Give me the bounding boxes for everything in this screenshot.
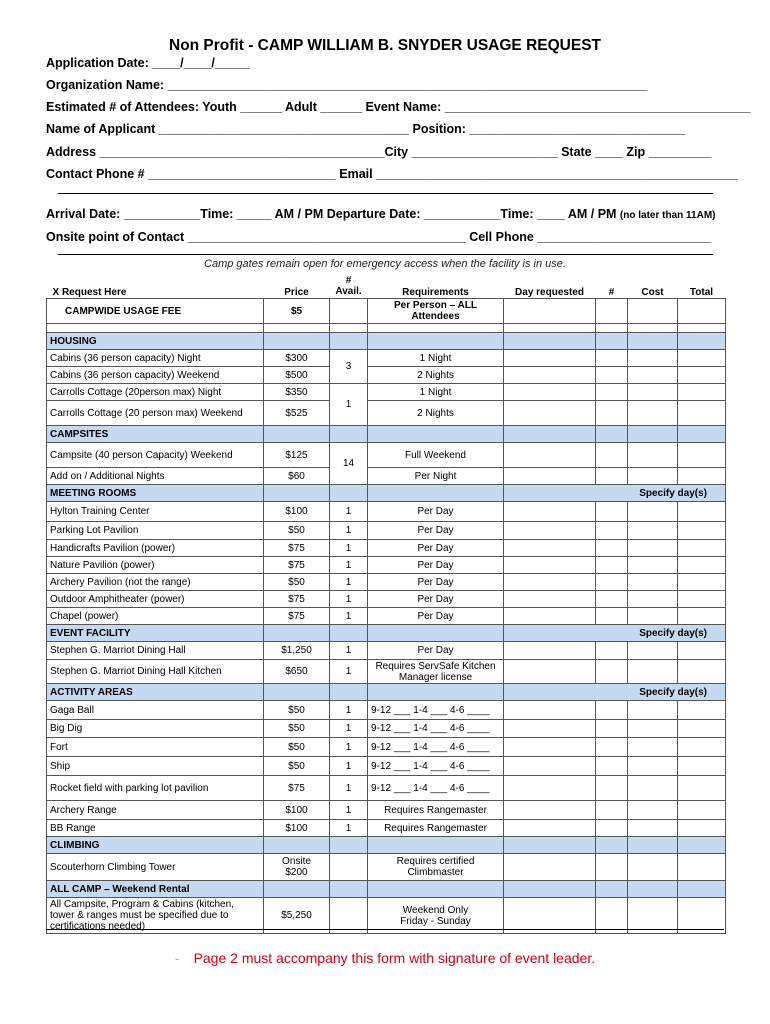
day-requested-cell[interactable]	[504, 350, 596, 367]
row-price: $300	[264, 350, 330, 367]
row-price: $75	[264, 776, 330, 801]
table-row	[47, 443, 726, 468]
total-cell[interactable]	[678, 367, 726, 384]
day-requested-cell[interactable]	[504, 401, 596, 426]
cost-cell[interactable]	[628, 591, 678, 608]
row-price: $50	[264, 720, 330, 738]
row-price: $100	[264, 820, 330, 837]
count-cell[interactable]	[596, 350, 628, 367]
total-cell[interactable]	[678, 738, 726, 757]
table-row	[47, 720, 726, 738]
row-item[interactable]: Nature Pavilion (power)	[47, 557, 264, 574]
header-cost: Cost	[641, 287, 664, 298]
row-item[interactable]: Carrolls Cottage (20person max) Night	[47, 384, 264, 401]
total-cell[interactable]	[678, 401, 726, 426]
row-avail: 1	[330, 776, 368, 801]
total-cell[interactable]	[678, 540, 726, 557]
total-cell[interactable]	[678, 820, 726, 837]
count-cell[interactable]	[596, 608, 628, 625]
cost-cell[interactable]	[628, 801, 678, 820]
day-requested-cell[interactable]	[504, 367, 596, 384]
time-slot-picker[interactable]: 9-12 ___ 1-4 ___ 4-6 ____	[368, 720, 504, 738]
count-cell[interactable]	[596, 557, 628, 574]
cost-cell[interactable]	[628, 720, 678, 738]
row-item[interactable]: All Campsite, Program & Cabins (kitchen, tower & ranges must be specified due to certifications needed)	[47, 898, 264, 934]
row-requirements: Requires ServSafe Kitchen Manager license	[368, 660, 504, 684]
table-row	[47, 384, 726, 401]
gate-note: Camp gates remain open for emergency access when the facility is in use.	[204, 258, 566, 270]
row-requirements: Per Day	[368, 540, 504, 557]
row-requirements: Full Weekend	[368, 443, 504, 468]
row-item[interactable]: Rocket field with parking lot pavilion	[47, 776, 264, 801]
row-requirements: Per Night	[368, 468, 504, 485]
cost-cell[interactable]	[628, 350, 678, 367]
application-date-field[interactable]: Application Date: ____/____/_____	[46, 56, 250, 70]
row-price: $75	[264, 608, 330, 625]
row-item[interactable]: Gaga Ball	[47, 701, 264, 720]
total-cell[interactable]	[678, 701, 726, 720]
row-avail	[330, 299, 368, 324]
day-requested-cell[interactable]	[504, 820, 596, 837]
count-cell[interactable]	[596, 367, 628, 384]
cost-cell[interactable]	[628, 701, 678, 720]
row-requirements: Per Day	[368, 557, 504, 574]
row-item[interactable]: Scouterhorn Climbing Tower	[47, 854, 264, 881]
count-cell[interactable]	[596, 540, 628, 557]
row-item[interactable]: Archery Pavilion (not the range)	[47, 574, 264, 591]
row-item[interactable]: Handicrafts Pavilion (power)	[47, 540, 264, 557]
table-row	[47, 608, 726, 625]
section-row-meeting-rooms	[47, 485, 726, 502]
day-requested-cell[interactable]	[504, 574, 596, 591]
section-row-activity-areas	[47, 684, 726, 701]
table-row	[47, 701, 726, 720]
row-avail: 1	[330, 522, 368, 540]
day-requested-cell[interactable]	[504, 522, 596, 540]
table-row	[47, 820, 726, 837]
day-requested-cell[interactable]	[504, 801, 596, 820]
table-row	[47, 776, 726, 801]
section-row-housing	[47, 333, 726, 350]
organization-name-field[interactable]: Organization Name: _____________________________________________________________________	[46, 78, 648, 92]
day-requested-cell[interactable]	[504, 660, 596, 684]
row-item[interactable]: Chapel (power)	[47, 608, 264, 625]
header-count: #	[608, 287, 615, 298]
row-price: $650	[264, 660, 330, 684]
row-avail	[330, 854, 368, 881]
row-item[interactable]: Stephen G. Marriot Dining Hall Kitchen	[47, 660, 264, 684]
count-cell[interactable]	[596, 801, 628, 820]
time-slot-picker[interactable]: 9-12 ___ 1-4 ___ 4-6 ____	[368, 776, 504, 801]
total-cell[interactable]	[678, 574, 726, 591]
day-requested-cell[interactable]	[504, 642, 596, 660]
row-item[interactable]: Cabins (36 person capacity) Weekend	[47, 367, 264, 384]
total-cell[interactable]	[678, 502, 726, 522]
total-cell[interactable]	[678, 557, 726, 574]
row-item[interactable]: CAMPWIDE USAGE FEE	[47, 299, 264, 324]
total-cell[interactable]	[678, 660, 726, 684]
row-requirements: 2 Nights	[368, 401, 504, 426]
section-label: CAMPSITES	[47, 426, 264, 443]
total-cell[interactable]	[678, 522, 726, 540]
row-item[interactable]: Fort	[47, 738, 264, 757]
row-item[interactable]: Archery Range	[47, 801, 264, 820]
cost-cell[interactable]	[628, 660, 678, 684]
section-divider	[58, 193, 713, 194]
row-requirements: Per Day	[368, 642, 504, 660]
row-avail: 3	[330, 350, 368, 384]
table-row	[47, 801, 726, 820]
cost-cell[interactable]	[628, 820, 678, 837]
row-price: $75	[264, 557, 330, 574]
table-row	[47, 660, 726, 684]
spacer-row	[47, 324, 726, 333]
count-cell[interactable]	[596, 401, 628, 426]
count-cell[interactable]	[596, 522, 628, 540]
row-avail: 1	[330, 591, 368, 608]
row-price: $100	[264, 801, 330, 820]
row-price: $1,250	[264, 642, 330, 660]
total-cell[interactable]	[678, 384, 726, 401]
address-field[interactable]: Address _________________________________________City _____________________ State ____ Zip _________	[46, 145, 712, 159]
day-requested-cell[interactable]	[504, 757, 596, 776]
row-requirements: Per Day	[368, 608, 504, 625]
footer-dash: -	[174, 950, 180, 966]
row-price	[264, 854, 330, 881]
count-cell[interactable]	[596, 299, 628, 324]
day-requested-cell[interactable]	[504, 540, 596, 557]
row-requirements: Per Day	[368, 522, 504, 540]
specify-days-label: Specify day(s)	[504, 625, 726, 642]
applicant-position-field[interactable]: Name of Applicant ____________________________________ Position: _______________________________	[46, 122, 685, 136]
cost-cell[interactable]	[628, 401, 678, 426]
row-price: $5	[264, 299, 330, 324]
table-row	[47, 299, 726, 324]
row-item[interactable]: Stephen G. Marriot Dining Hall	[47, 642, 264, 660]
total-cell[interactable]	[678, 443, 726, 468]
cost-cell[interactable]	[628, 299, 678, 324]
table-row	[47, 574, 726, 591]
count-cell[interactable]	[596, 854, 628, 881]
table-row	[47, 350, 726, 367]
table-row	[47, 757, 726, 776]
section-row-climbing	[47, 837, 726, 854]
total-cell[interactable]	[678, 854, 726, 881]
table-row	[47, 468, 726, 485]
header-avail-label: Avail.	[335, 285, 362, 297]
count-cell[interactable]	[596, 660, 628, 684]
row-avail: 1	[330, 757, 368, 776]
row-avail: 1	[330, 738, 368, 757]
cost-cell[interactable]	[628, 574, 678, 591]
cost-cell[interactable]	[628, 522, 678, 540]
row-price: $100	[264, 502, 330, 522]
row-avail: 1	[330, 540, 368, 557]
row-avail: 1	[330, 801, 368, 820]
all-camp-req-line1: Weekend Only	[402, 904, 469, 916]
section-label: MEETING ROOMS	[47, 485, 264, 502]
row-item[interactable]: Big Dig	[47, 720, 264, 738]
contact-email-field[interactable]: Contact Phone # ___________________________ Email ____________________________________________________	[46, 167, 738, 181]
footer-divider	[46, 929, 724, 930]
count-cell[interactable]	[596, 820, 628, 837]
row-price: $525	[264, 401, 330, 426]
total-cell[interactable]	[678, 591, 726, 608]
day-requested-cell[interactable]	[504, 776, 596, 801]
cost-cell[interactable]	[628, 443, 678, 468]
table-row	[47, 854, 726, 881]
total-cell[interactable]	[678, 776, 726, 801]
total-cell[interactable]	[678, 299, 726, 324]
table-row	[47, 522, 726, 540]
row-avail: 1	[330, 608, 368, 625]
section-row-campsites	[47, 426, 726, 443]
row-requirements: Requires certified Climbmaster	[368, 854, 504, 881]
campwide-req-line2: Attendees	[411, 311, 460, 322]
count-cell[interactable]	[596, 757, 628, 776]
day-requested-cell[interactable]	[504, 557, 596, 574]
total-cell[interactable]	[678, 642, 726, 660]
cost-cell[interactable]	[628, 776, 678, 801]
count-cell[interactable]	[596, 776, 628, 801]
table-row	[47, 738, 726, 757]
row-requirements: Per Day	[368, 591, 504, 608]
table-row	[47, 401, 726, 426]
row-price: $60	[264, 468, 330, 485]
row-requirements: Per Day	[368, 574, 504, 591]
cost-cell[interactable]	[628, 468, 678, 485]
count-cell[interactable]	[596, 574, 628, 591]
row-price: $50	[264, 701, 330, 720]
row-item[interactable]: Ship	[47, 757, 264, 776]
row-item[interactable]: Parking Lot Pavilion	[47, 522, 264, 540]
climbing-price-line1: Onsite	[282, 856, 311, 867]
onsite-contact-field[interactable]: Onsite point of Contact ________________________________________ Cell Phone _________________________	[46, 230, 712, 244]
table-row	[47, 502, 726, 522]
row-price: $125	[264, 443, 330, 468]
day-requested-cell[interactable]	[504, 502, 596, 522]
specify-days-label: Specify day(s)	[504, 684, 726, 701]
row-requirements: 2 Nights	[368, 367, 504, 384]
row-item[interactable]: Add on / Additional Nights	[47, 468, 264, 485]
arrival-departure-field[interactable]	[46, 207, 716, 221]
count-cell[interactable]	[596, 502, 628, 522]
arrival-departure-text: Arrival Date: ___________Time: _____ AM / PM Departure Date: ___________Time: ____ AM / PM	[46, 207, 620, 221]
climbing-price-line2: $200	[285, 867, 308, 878]
row-avail: 1	[330, 820, 368, 837]
row-avail: 14	[330, 443, 368, 485]
cost-cell[interactable]	[628, 738, 678, 757]
header-avail	[330, 273, 368, 299]
all-camp-req-line2: Friday - Sunday	[400, 915, 471, 927]
cost-cell[interactable]	[628, 502, 678, 522]
day-requested-cell[interactable]	[504, 608, 596, 625]
count-cell[interactable]	[596, 468, 628, 485]
usage-request-table	[46, 273, 726, 934]
row-avail: 1	[330, 384, 368, 426]
table-row	[47, 642, 726, 660]
row-avail: 1	[330, 502, 368, 522]
specify-days-label: Specify day(s)	[504, 485, 726, 502]
attendees-event-field[interactable]: Estimated # of Attendees: Youth ______ Adult ______ Event Name: ____________________________________________	[46, 100, 751, 114]
section-label: EVENT FACILITY	[47, 625, 264, 642]
row-item[interactable]: BB Range	[47, 820, 264, 837]
section-label: CLIMBING	[47, 837, 264, 854]
row-requirements: 1 Night	[368, 350, 504, 367]
day-requested-cell[interactable]	[504, 701, 596, 720]
header-price: Price	[284, 287, 309, 298]
row-price: $75	[264, 540, 330, 557]
departure-time-note: (no later than 11AM)	[619, 210, 716, 221]
section-row-event-facility	[47, 625, 726, 642]
total-cell[interactable]	[678, 720, 726, 738]
day-requested-cell[interactable]	[504, 591, 596, 608]
row-avail: 1	[330, 660, 368, 684]
total-cell[interactable]	[678, 468, 726, 485]
row-item[interactable]: Carrolls Cottage (20 person max) Weekend	[47, 401, 264, 426]
day-requested-cell[interactable]	[504, 854, 596, 881]
total-cell[interactable]	[678, 801, 726, 820]
header-day-requested: Day requested	[515, 287, 584, 298]
row-requirements: Requires Rangemaster	[368, 801, 504, 820]
row-price: $50	[264, 738, 330, 757]
cost-cell[interactable]	[628, 757, 678, 776]
table-header	[47, 273, 726, 299]
day-requested-cell[interactable]	[504, 443, 596, 468]
row-avail: 1	[330, 720, 368, 738]
section-label: ACTIVITY AREAS	[47, 684, 264, 701]
day-requested-cell[interactable]	[504, 468, 596, 485]
cost-cell[interactable]	[628, 557, 678, 574]
header-total: Total	[689, 287, 714, 298]
row-avail: 1	[330, 701, 368, 720]
count-cell[interactable]	[596, 720, 628, 738]
section-row-all-camp	[47, 881, 726, 898]
row-price: $50	[264, 522, 330, 540]
cost-cell[interactable]	[628, 540, 678, 557]
cost-cell[interactable]	[628, 854, 678, 881]
row-price: $350	[264, 384, 330, 401]
total-cell[interactable]	[678, 757, 726, 776]
row-requirements	[368, 299, 504, 324]
total-cell[interactable]	[678, 608, 726, 625]
row-price: $75	[264, 591, 330, 608]
day-requested-cell[interactable]	[504, 299, 596, 324]
row-avail: 1	[330, 557, 368, 574]
campwide-req-line1: Per Person – ALL	[394, 300, 477, 311]
day-requested-cell[interactable]	[504, 738, 596, 757]
row-price: $50	[264, 757, 330, 776]
table-row	[47, 557, 726, 574]
row-item[interactable]: Outdoor Amphitheater (power)	[47, 591, 264, 608]
header-avail-hash: #	[345, 274, 352, 286]
count-cell[interactable]	[596, 701, 628, 720]
day-requested-cell[interactable]	[504, 720, 596, 738]
count-cell[interactable]	[596, 642, 628, 660]
header-request: X Request Here	[52, 287, 127, 298]
cost-cell[interactable]	[628, 367, 678, 384]
row-price: $500	[264, 367, 330, 384]
table-row	[47, 540, 726, 557]
footer-text: Page 2 must accompany this form with signature of event leader.	[193, 950, 596, 966]
time-slot-picker[interactable]: 9-12 ___ 1-4 ___ 4-6 ____	[368, 757, 504, 776]
time-slot-picker[interactable]: 9-12 ___ 1-4 ___ 4-6 ____	[368, 738, 504, 757]
table-row	[47, 591, 726, 608]
count-cell[interactable]	[596, 591, 628, 608]
section-label: HOUSING	[47, 333, 264, 350]
row-requirements: Requires Rangemaster	[368, 820, 504, 837]
row-item[interactable]: Hylton Training Center	[47, 502, 264, 522]
count-cell[interactable]	[596, 443, 628, 468]
row-requirements: Per Day	[368, 502, 504, 522]
row-requirements: 1 Night	[368, 384, 504, 401]
cost-cell[interactable]	[628, 608, 678, 625]
footer-note	[0, 950, 770, 966]
cost-cell[interactable]	[628, 384, 678, 401]
row-item[interactable]: Campsite (40 person Capacity) Weekend	[47, 443, 264, 468]
section-divider	[58, 254, 713, 255]
section-label: ALL CAMP – Weekend Rental	[47, 881, 264, 898]
form-title: Non Profit - CAMP WILLIAM B. SNYDER USAGE REQUEST	[169, 37, 601, 54]
table-row	[47, 367, 726, 384]
header-requirements: Requirements	[402, 287, 469, 298]
row-price: $50	[264, 574, 330, 591]
cost-cell[interactable]	[628, 642, 678, 660]
row-price: $5,250	[264, 898, 330, 934]
time-slot-picker[interactable]: 9-12 ___ 1-4 ___ 4-6 ____	[368, 701, 504, 720]
total-cell[interactable]	[678, 350, 726, 367]
row-item[interactable]: Cabins (36 person capacity) Night	[47, 350, 264, 367]
count-cell[interactable]	[596, 738, 628, 757]
day-requested-cell[interactable]	[504, 384, 596, 401]
row-avail: 1	[330, 642, 368, 660]
row-avail: 1	[330, 574, 368, 591]
count-cell[interactable]	[596, 384, 628, 401]
